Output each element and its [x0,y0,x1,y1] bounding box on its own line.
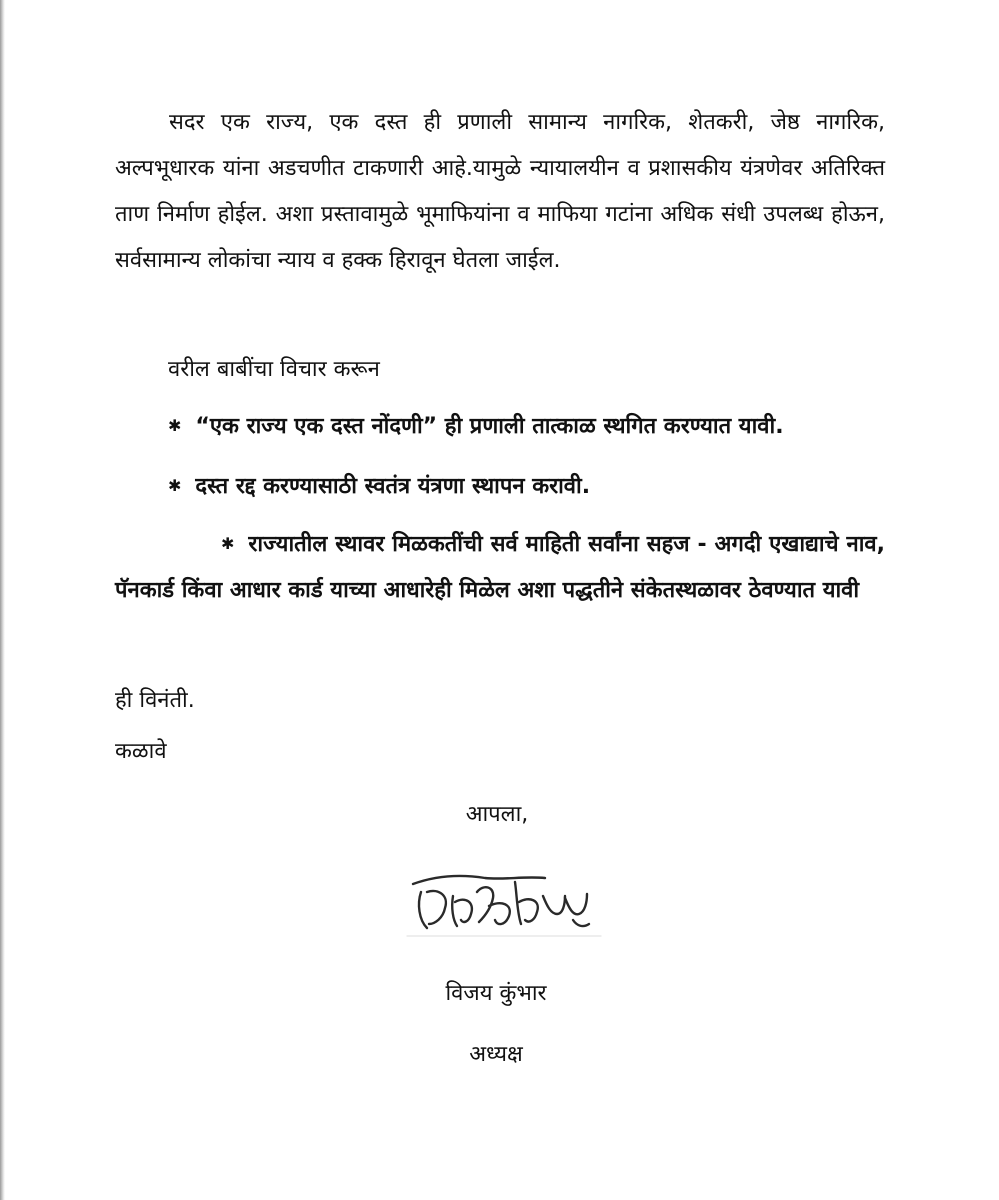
closing-line: कळावे [115,739,167,764]
demand-item-3 [115,521,885,614]
handwritten-signature [405,862,605,944]
bullet-icon: ✱ [221,534,235,553]
intro-line: वरील बाबींचा विचार करून [168,357,380,382]
demand-text-1: “एक राज्य एक दस्त नोंदणी” ही प्रणाली तात्काळ स्थगित करण्यात यावी. [195,414,784,439]
signatory-name: विजय कुंभार [445,981,547,1006]
valediction: आपला, [465,802,529,827]
request-line: ही विनंती. [115,688,195,713]
demand-item-1 [168,411,784,442]
bullet-icon: ✱ [168,476,182,495]
letter-body-paragraph: सदर एक राज्य, एक दस्त ही प्रणाली सामान्य नागरिक, शेतकरी, जेष्ठ नागरिक, अल्पभूधारक यांना अडचणीत टाकणारी आहे.यामुळे न्यायालयीन व प्रशासकीय यंत्रणेवर अतिरिक्त ताण निर्माण होईल. अशा प्रस्तावामुळे भूमाफियांना व माफिया गटांना अधिक संधी उपलब्ध होऊन, सर्वसामान्य लोकांचा न्याय व हक्क हिरावून घेतला जाईल. [115,110,885,273]
demand-text-3: राज्यातील स्थावर मिळकतींची सर्व माहिती सर्वांना सहज - अगदी एखाद्याचे नाव, पॅनकार्ड किंवा आधार कार्ड याच्या आधारेही मिळेल अशा पद्धतीने संकेतस्थळावर ठेवण्यात यावी [115,532,885,603]
bullet-icon: ✱ [168,416,182,435]
signatory-title: अध्यक्ष [469,1042,523,1067]
demand-text-2: दस्त रद्द करण्यासाठी स्वतंत्र यंत्रणा स्थापन करावी. [195,474,591,499]
demand-item-2 [168,471,590,502]
